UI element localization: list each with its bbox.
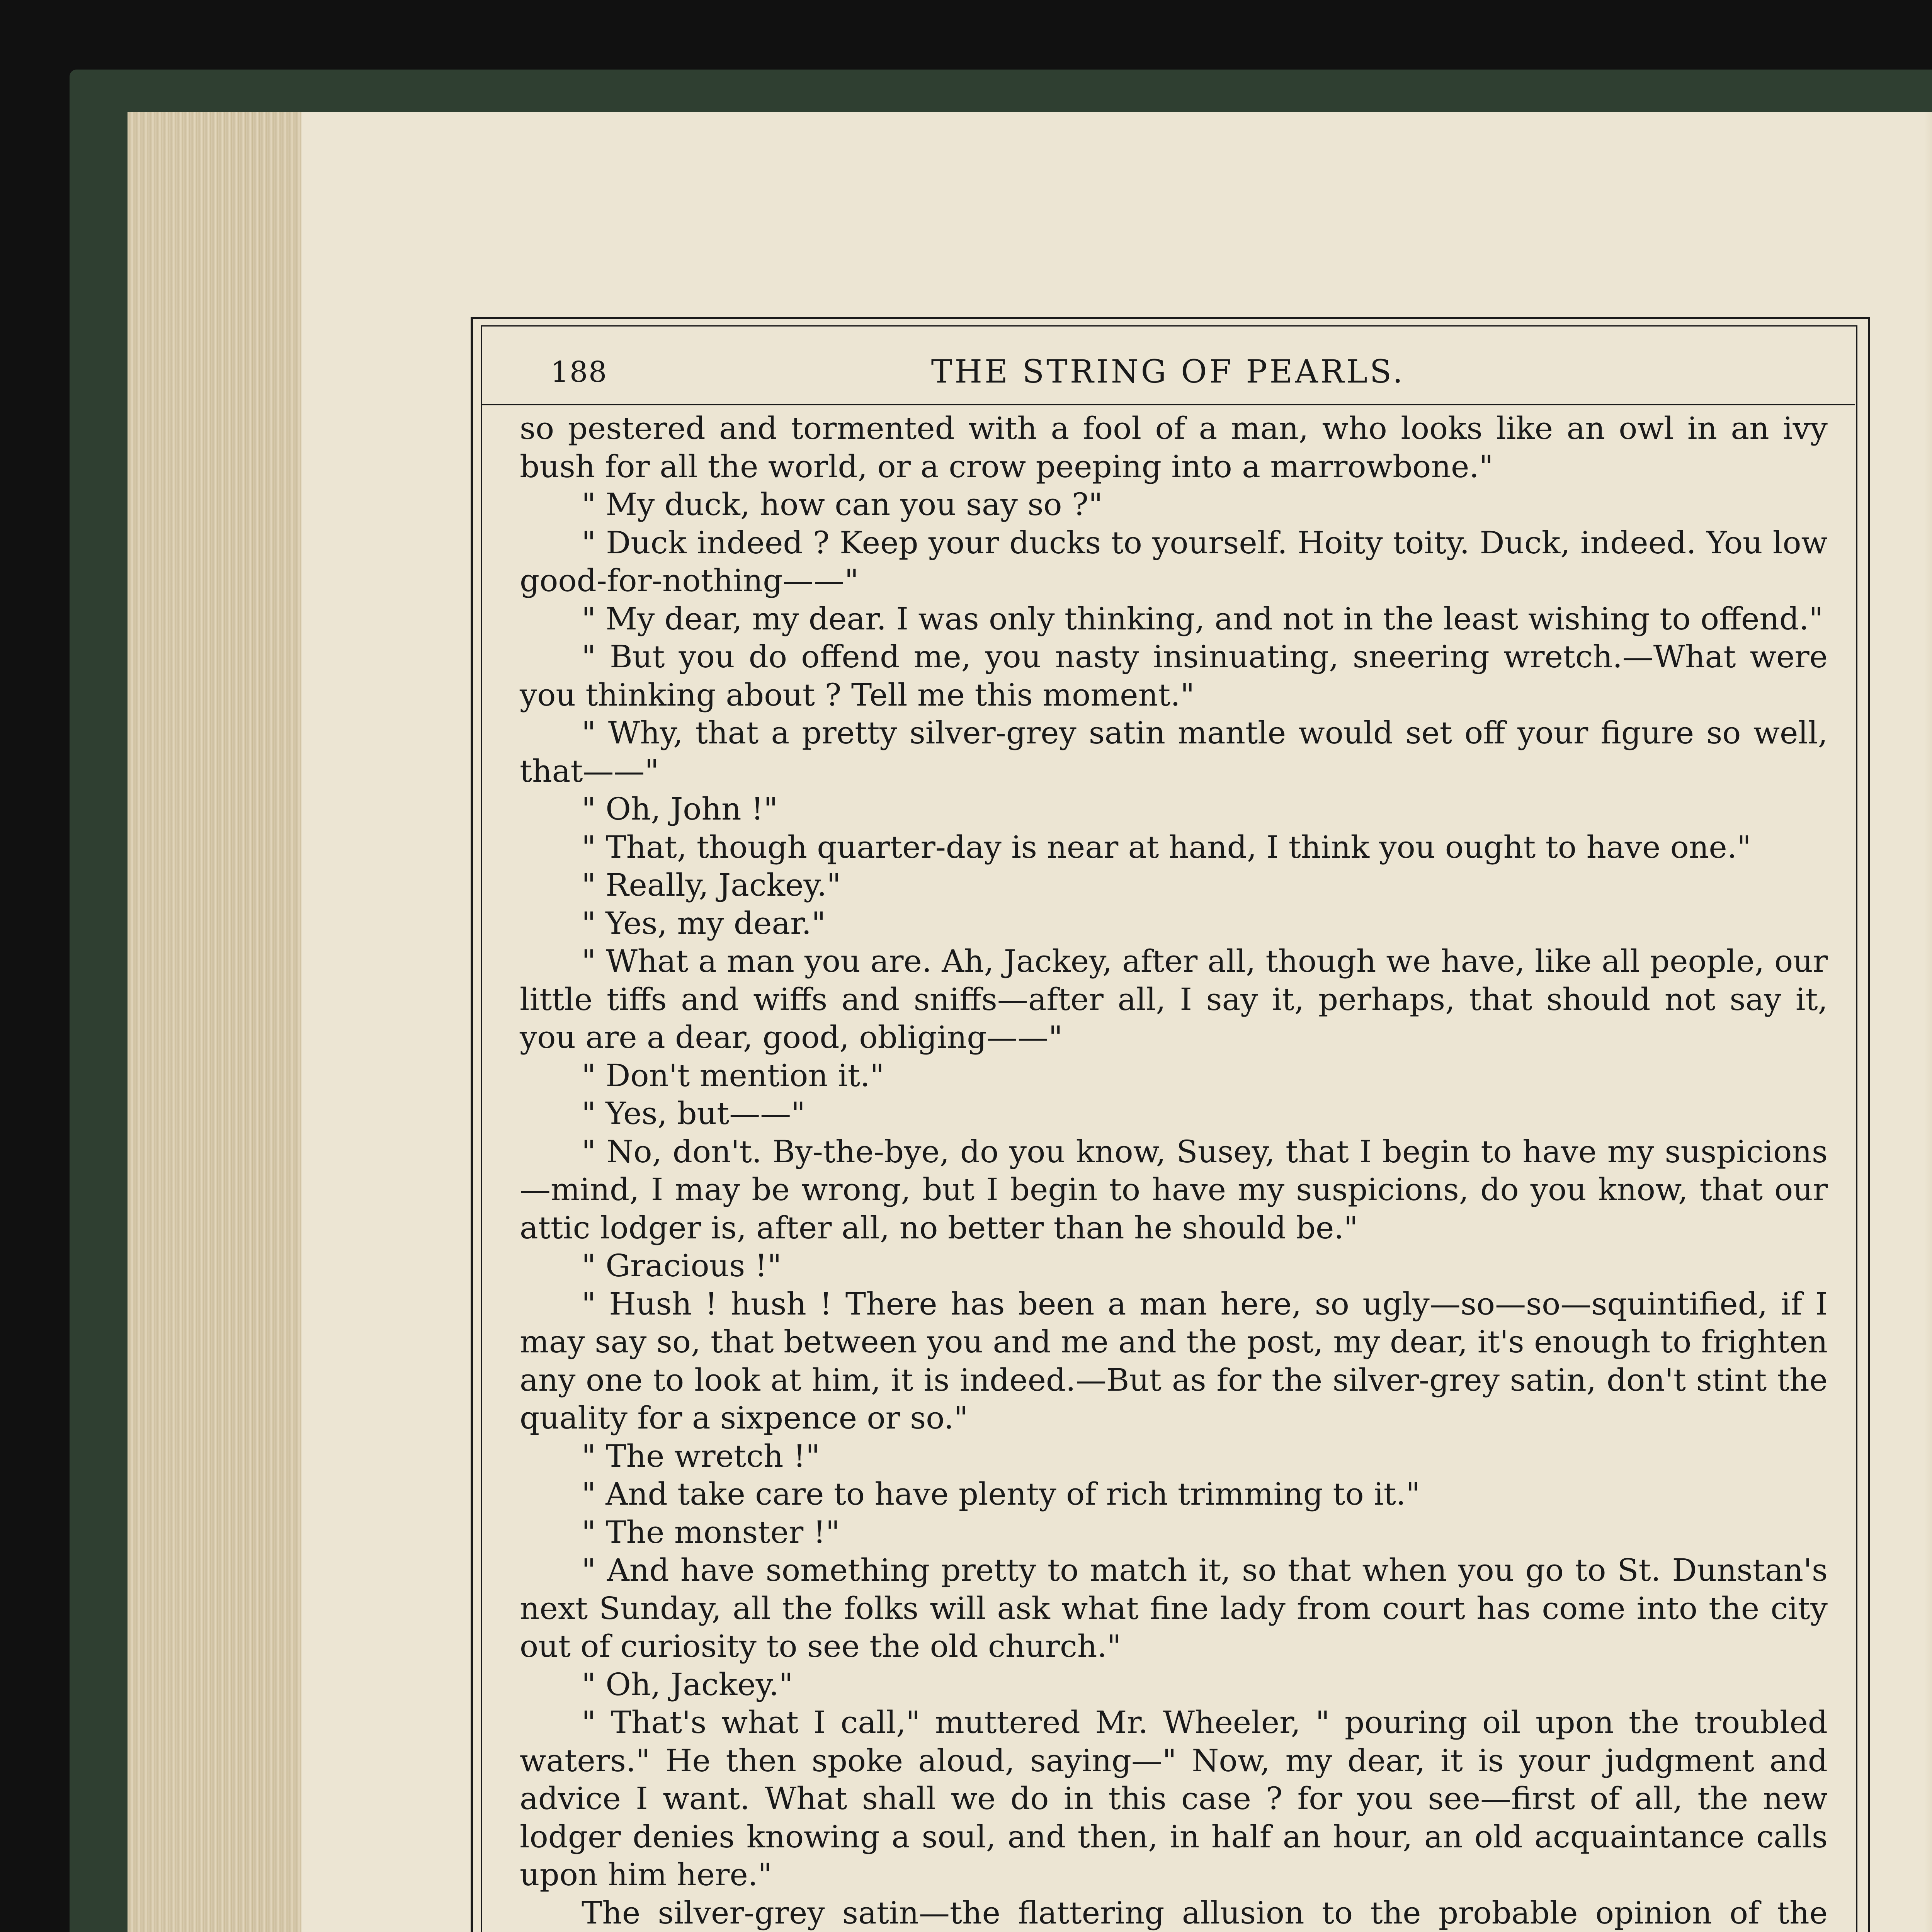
paragraph: " Oh, Jackey." <box>582 1666 793 1702</box>
paragraph: " Gracious !" <box>582 1248 782 1284</box>
paragraph: " Oh, John !" <box>582 791 778 827</box>
gutter-shadow <box>1924 112 1932 1932</box>
paragraph: " That's what I call," muttered Mr. Wheeler, " pouring oil upon the troubled waters." He then spoke aloud, saying—" Now, my dear, it is your judgment and advice I want. What shall we do in this case ? for you see—first of all, the new lodger denies knowing a soul, and then, in half an hour, an old acquaintance calls upon him here." <box>520 1704 1828 1893</box>
paragraph: " My duck, how can you say so ?" <box>582 486 1103 522</box>
paragraph: " The monster !" <box>582 1514 840 1550</box>
running-header <box>481 332 1855 410</box>
paragraph: " Don't mention it." <box>582 1057 884 1094</box>
header-rule <box>481 404 1855 405</box>
paragraph: " Yes, my dear." <box>582 905 826 941</box>
paragraph: " No, don't. By-the-bye, do you know, Susey, that I begin to have my suspicions—mind, I may be wrong, but I begin to have my suspicions, do you know, that our attic lodger is, after all, no better than he should be." <box>520 1133 1828 1246</box>
paragraph: " And have something pretty to match it, so that when you go to St. Dunstan's next Sunday, all the folks will ask what fine lady from court has come into the city out of curiosity to see the old church." <box>520 1552 1828 1664</box>
paragraph: so pestered and tormented with a fool of a man, who looks like an owl in an ivy bush for all the world, or a crow peeping into a marrowbone." <box>520 410 1828 485</box>
paragraph: " What a man you are. Ah, Jackey, after all, though we have, like all people, our little tiffs and wiffs and sniffs—after all, I say it, perhaps, that should not say it, you are a dear, good, obliging——" <box>520 943 1828 1055</box>
paragraph: " Really, Jackey." <box>582 867 841 903</box>
page-edges <box>128 112 321 1932</box>
paragraph: " But you do offend me, you nasty insinuating, sneering wretch.—What were you thinking about ? Tell me this moment." <box>520 639 1828 713</box>
running-title: THE STRING OF PEARLS. <box>931 354 1405 390</box>
paragraph: " The wretch !" <box>582 1438 820 1474</box>
paragraph: " Yes, but——" <box>582 1095 806 1131</box>
page-number: 188 <box>551 355 608 389</box>
paragraph: " Duck indeed ? Keep your ducks to yourself. Hoity toity. Duck, indeed. You low good-for-nothing——" <box>520 524 1828 599</box>
body-text <box>520 410 1828 1932</box>
paragraph: The silver-grey satin—the flattering allusion to the probable opinion of the <box>582 1895 1828 1931</box>
paragraph: " That, though quarter-day is near at hand, I think you ought to have one." <box>582 829 1751 865</box>
paragraph: " And take care to have plenty of rich trimming to it." <box>582 1476 1420 1512</box>
paragraph: " Hush ! hush ! There has been a man here, so ugly—so—so—squintified, if I may say so, that between you and me and the post, my dear, it's enough to frighten any one to look at him, it is indeed.—But as for the silver-grey satin, don't stint the quality for a sixpence or so." <box>520 1286 1828 1436</box>
paragraph: " My dear, my dear. I was only thinking, and not in the least wishing to offend." <box>582 600 1823 637</box>
paragraph: " Why, that a pretty silver-grey satin mantle would set off your figure so well, that——" <box>520 715 1828 789</box>
